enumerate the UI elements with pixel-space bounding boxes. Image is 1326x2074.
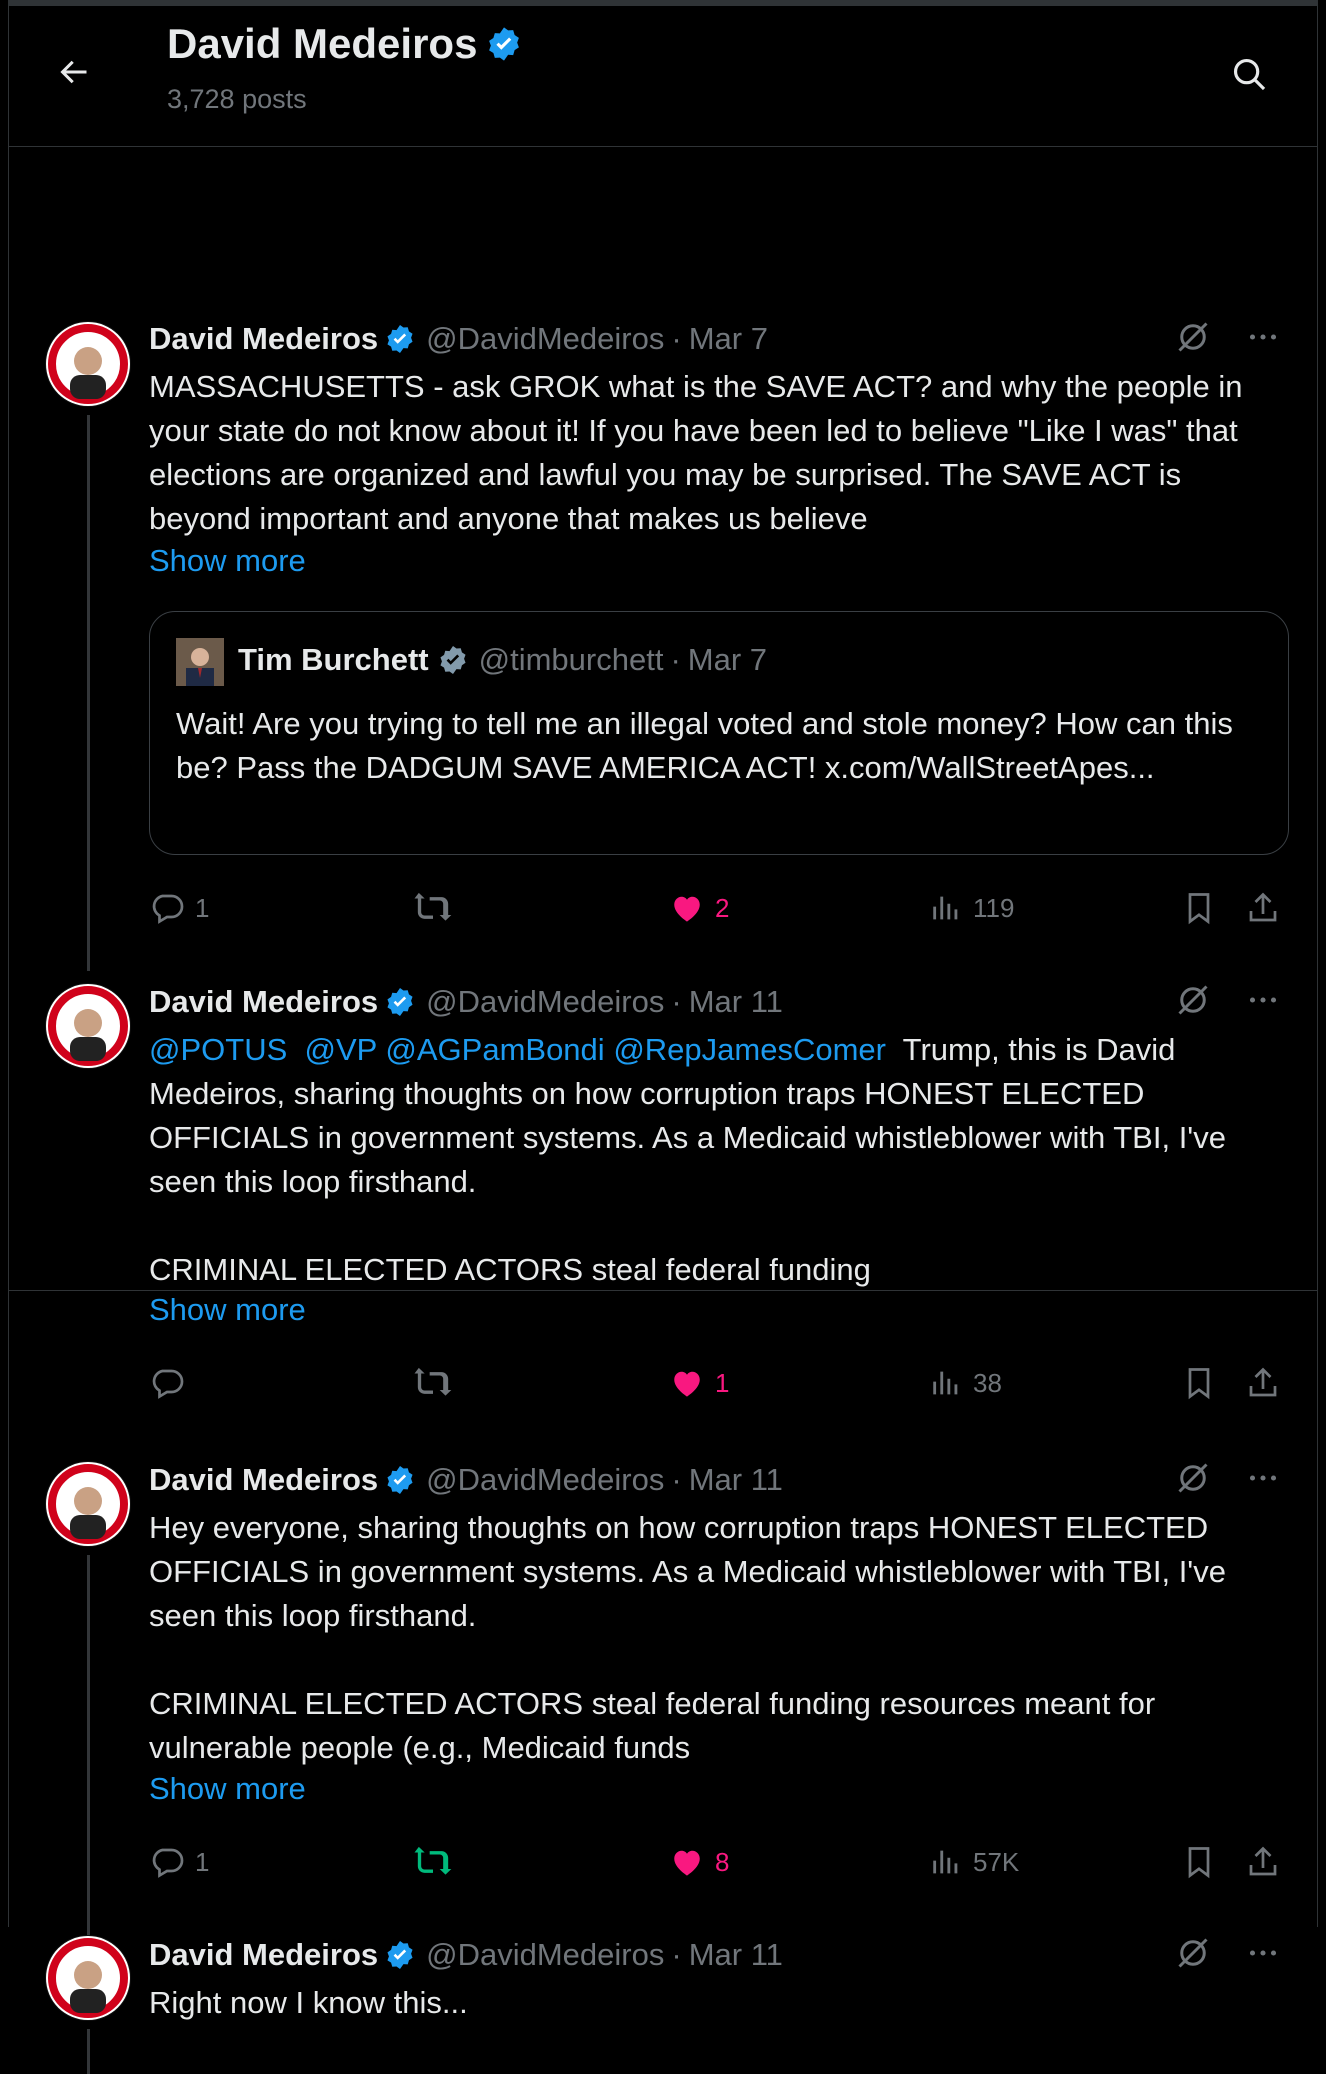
views-button[interactable] — [929, 1361, 1002, 1405]
repost-icon — [413, 1363, 453, 1403]
grok-icon[interactable] — [1175, 1935, 1211, 1976]
tweet-divider — [9, 1290, 1317, 1291]
reply-icon — [149, 890, 185, 926]
views-button[interactable] — [929, 1840, 1019, 1884]
grok-icon[interactable] — [1175, 1460, 1211, 1501]
like-button[interactable] — [669, 886, 729, 930]
reply-count: 1 — [195, 1846, 210, 1877]
bookmark-icon[interactable] — [1181, 1361, 1217, 1405]
separator-dot: · — [671, 1937, 682, 1972]
quoted-tweet[interactable] — [149, 611, 1289, 855]
avatar[interactable] — [45, 1461, 131, 1547]
timeline — [8, 0, 1318, 2020]
like-icon — [669, 1844, 705, 1880]
tweet-body: Trump, this is David Medeiros, sharing thoughts on how corruption traps HONEST ELECTED OFFICIALS in government systems. As a Medicaid whistleblower with TBI, I've seen this loop firsthand. CRIMINAL ELECTED ACTORS steal federal funding — [149, 1032, 1226, 1287]
author-handle[interactable]: @DavidMedeiros — [426, 984, 665, 1019]
quoted-text: Wait! Are you trying to tell me an illegal voted and stole money? How can this be? Pass the DADGUM SAVE AMERICA ACT! x.com/WallStreetApes... — [176, 706, 1233, 785]
author-name[interactable]: David Medeiros — [149, 1937, 379, 1972]
share-icon[interactable] — [1245, 1840, 1281, 1884]
avatar-logo-icon — [45, 1935, 131, 2021]
more-icon[interactable] — [1245, 319, 1281, 360]
avatar-logo-icon — [45, 321, 131, 407]
repost-icon — [413, 888, 453, 928]
view-count: 57K — [973, 1846, 1020, 1877]
tweet-top-actions — [1175, 319, 1281, 360]
reply-button[interactable] — [149, 886, 209, 930]
author-name[interactable]: David Medeiros — [149, 984, 379, 1019]
avatar-logo-icon — [45, 1461, 131, 1547]
repost-icon — [413, 1842, 453, 1882]
more-icon[interactable] — [1245, 1460, 1281, 1501]
tweet-text: MASSACHUSETTS - ask GROK what is the SAVE ACT? and why the people in your state do not know about it! If you have been led to believe "Like I was" that elections are organized and lawful you may be surprised. The SAVE ACT is beyond important and anyone that makes us believe — [149, 369, 1252, 536]
tweet-top-actions — [1175, 1935, 1281, 1976]
more-icon[interactable] — [1245, 1935, 1281, 1976]
avatar[interactable] — [45, 321, 131, 407]
verified-badge-icon — [384, 323, 416, 355]
thread-line — [87, 2029, 90, 2074]
reply-count: 1 — [195, 892, 210, 923]
post-date[interactable]: Mar 7 — [688, 321, 768, 356]
back-arrow-icon[interactable] — [47, 46, 99, 98]
search-icon[interactable] — [1221, 46, 1277, 102]
profile-header — [9, 6, 1317, 147]
author-handle[interactable]: @DavidMedeiros — [426, 1937, 665, 1972]
page-title — [167, 20, 523, 68]
verified-badge-icon — [384, 986, 416, 1018]
mention-link[interactable]: @VP — [304, 1032, 377, 1067]
tweet-header — [149, 1460, 783, 1500]
view-count: 119 — [973, 892, 1015, 923]
avatar-logo-icon — [45, 983, 131, 1069]
tweet-top-actions — [1175, 982, 1281, 1023]
separator-dot: · — [671, 321, 682, 356]
repost-button[interactable] — [413, 1361, 463, 1405]
avatar[interactable] — [176, 638, 224, 686]
post-date[interactable]: Mar 11 — [688, 1937, 783, 1972]
reply-icon — [149, 1844, 185, 1880]
grok-icon[interactable] — [1175, 982, 1211, 1023]
tweet-header — [149, 319, 768, 359]
repost-button[interactable] — [413, 1840, 463, 1884]
author-name[interactable]: David Medeiros — [149, 321, 379, 356]
separator-dot: · — [671, 984, 682, 1019]
profile-name: David Medeiros — [167, 20, 478, 67]
mention-link[interactable]: @POTUS — [149, 1032, 288, 1067]
separator-dot: · — [670, 642, 681, 677]
verified-badge-icon — [485, 25, 523, 63]
like-button[interactable] — [669, 1840, 729, 1884]
tweet-actions — [149, 1840, 1299, 1884]
post-date[interactable]: Mar 11 — [688, 984, 783, 1019]
verified-badge-icon — [437, 644, 469, 676]
share-icon[interactable] — [1245, 886, 1281, 930]
tweet-header — [149, 1935, 783, 1975]
author-name[interactable]: Tim Burchett — [238, 642, 429, 677]
like-count: 2 — [715, 892, 730, 923]
separator-dot: · — [671, 1462, 682, 1497]
share-icon[interactable] — [1245, 1361, 1281, 1405]
reply-icon — [149, 1365, 185, 1401]
author-handle[interactable]: @DavidMedeiros — [426, 1462, 665, 1497]
show-more-link[interactable]: Show more — [149, 543, 306, 578]
like-button[interactable] — [669, 1361, 729, 1405]
repost-button[interactable] — [413, 886, 463, 930]
post-count: 3,728 posts — [167, 84, 307, 114]
like-count: 8 — [715, 1846, 730, 1877]
tweet-actions — [149, 886, 1299, 930]
like-icon — [669, 1365, 705, 1401]
show-more-link[interactable]: Show more — [149, 1771, 306, 1806]
bookmark-icon[interactable] — [1181, 1840, 1217, 1884]
tweet-text: Right now I know this... — [149, 1985, 468, 2020]
author-handle[interactable]: @DavidMedeiros — [426, 321, 665, 356]
views-icon — [929, 891, 963, 925]
like-count: 1 — [715, 1367, 730, 1398]
more-icon[interactable] — [1245, 982, 1281, 1023]
mention-link[interactable]: @AGPamBondi — [385, 1032, 605, 1067]
tweet-text: Hey everyone, sharing thoughts on how corruption traps HONEST ELECTED OFFICIALS in government systems. As a Medicaid whistleblower with TBI, I've seen this loop firsthand. CRIMINAL ELECTED ACTORS steal federal funding resources meant for vulnerable people (e.g., Medicaid funds — [149, 1510, 1226, 1765]
tweet-header — [149, 982, 783, 1022]
reply-button[interactable] — [149, 1840, 209, 1884]
views-icon — [929, 1845, 963, 1879]
show-more-link[interactable]: Show more — [149, 1292, 306, 1327]
mention-link[interactable]: @RepJamesComer — [613, 1032, 886, 1067]
bookmark-icon[interactable] — [1181, 886, 1217, 930]
author-name[interactable]: David Medeiros — [149, 1462, 379, 1497]
view-count: 38 — [973, 1367, 1002, 1398]
thread-line — [87, 415, 90, 971]
author-handle[interactable]: @timburchett — [478, 642, 664, 677]
tweet-text — [149, 1028, 1289, 1292]
avatar[interactable] — [45, 1935, 131, 2021]
views-button[interactable] — [929, 886, 1014, 930]
post-date[interactable]: Mar 7 — [687, 642, 768, 677]
quoted-header — [238, 642, 767, 678]
views-icon — [929, 1366, 963, 1400]
tweet-actions — [149, 1361, 1299, 1405]
post-date[interactable]: Mar 11 — [688, 1462, 783, 1497]
reply-button[interactable] — [149, 1361, 195, 1405]
avatar[interactable] — [45, 983, 131, 1069]
like-icon — [669, 890, 705, 926]
verified-badge-icon — [384, 1939, 416, 1971]
verified-badge-icon — [384, 1464, 416, 1496]
thread-line — [87, 1555, 90, 1935]
tweet-top-actions — [1175, 1460, 1281, 1501]
grok-icon[interactable] — [1175, 319, 1211, 360]
